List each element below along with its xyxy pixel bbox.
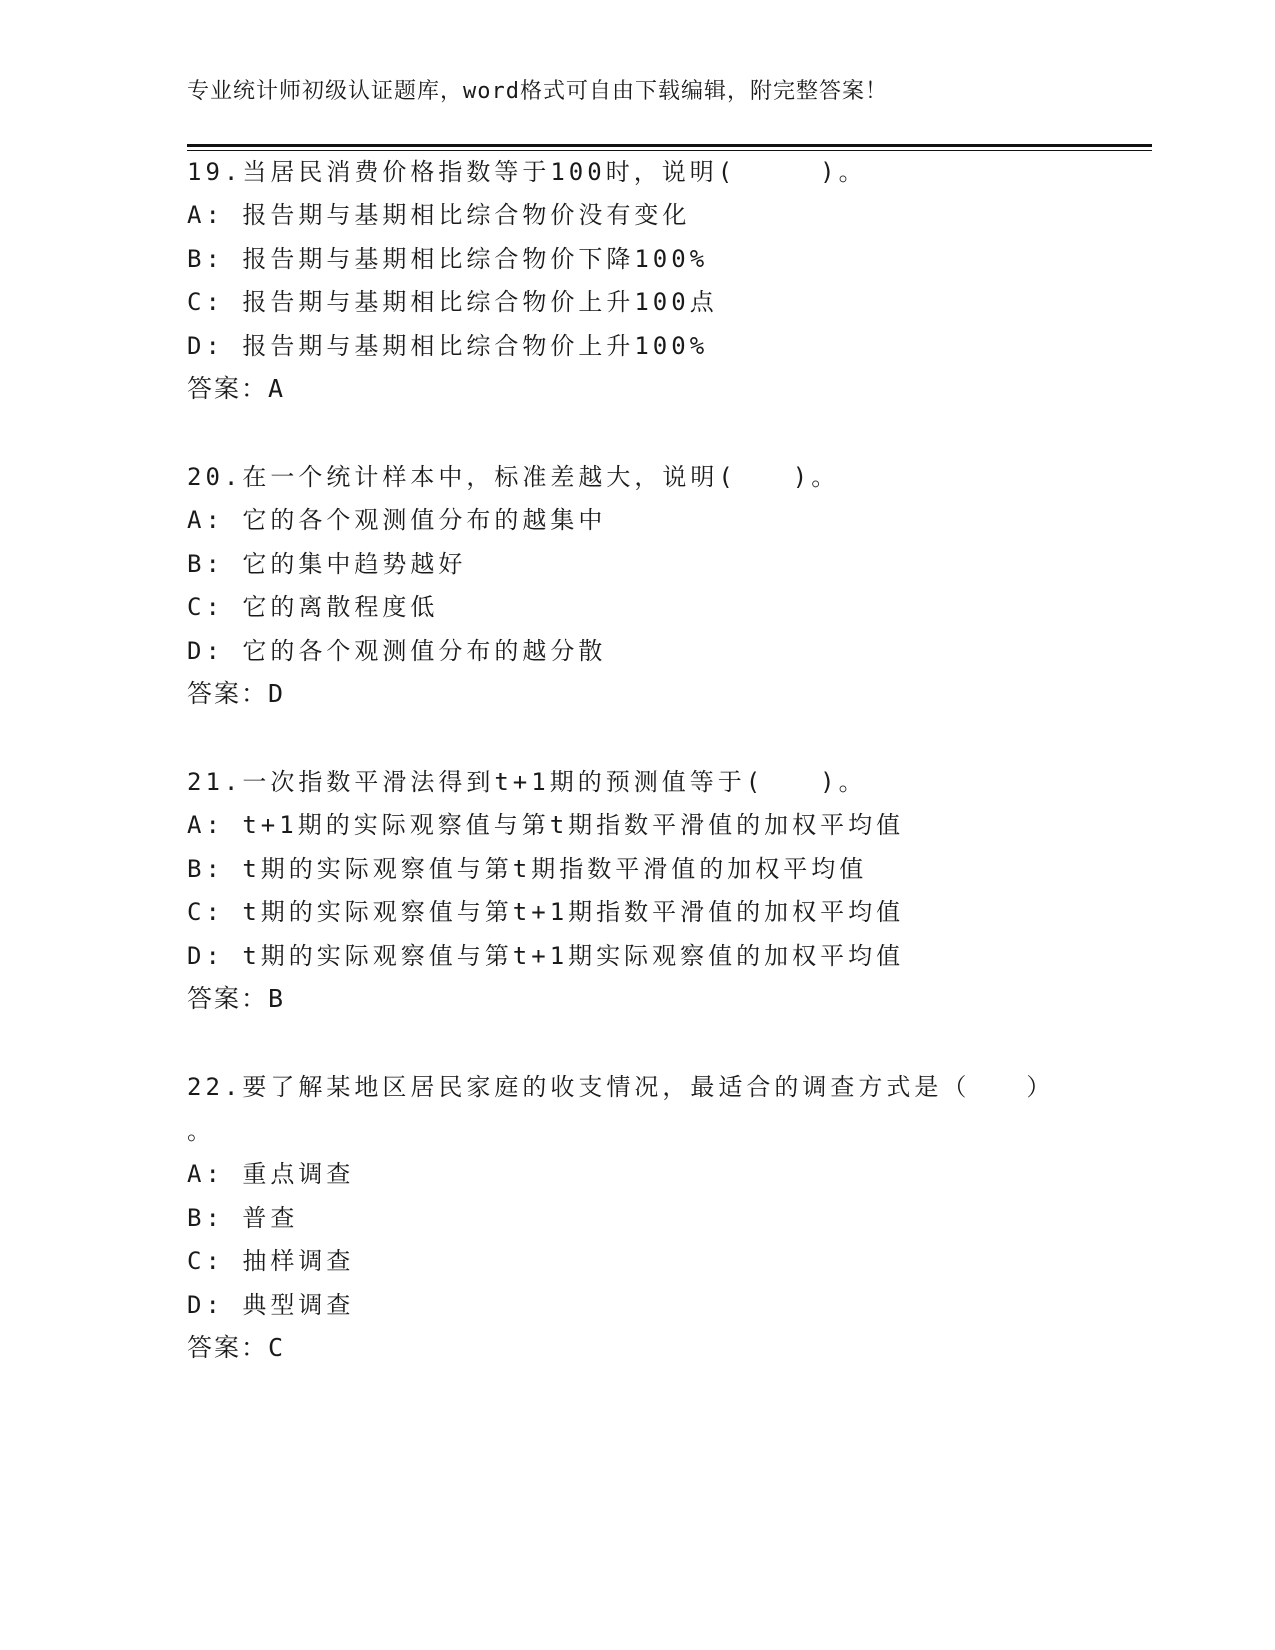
question-22-option-c: C: 抽样调查 [187,1247,355,1275]
question-20-option-c: C: 它的离散程度低 [187,593,439,621]
question-22-option-d: D: 典型调查 [187,1291,355,1319]
header-rule-thick [187,144,1152,147]
question-22-option-b: B: 普查 [187,1204,299,1232]
question-19-stem: 19.当居民消费价格指数等于100时，说明( )。 [187,158,867,186]
question-20-option-b: B: 它的集中趋势越好 [187,550,467,578]
question-19-option-d: D: 报告期与基期相比综合物价上升100% [187,332,709,360]
question-19-answer [187,374,285,404]
header-note: 专业统计师初级认证题库，word格式可自由下载编辑，附完整答案！ [187,79,888,104]
question-20-answer [187,679,285,709]
question-20-option-a: A: 它的各个观测值分布的越集中 [187,506,607,534]
question-19-option-c: C: 报告期与基期相比综合物价上升100点 [187,288,718,316]
question-22-answer [187,1333,285,1363]
answer-label: 答案： [187,679,269,708]
question-21-stem: 21.一次指数平滑法得到t+1期的预测值等于( )。 [187,768,867,796]
question-21-option-d: D: t期的实际观察值与第t+1期实际观察值的加权平均值 [187,942,905,970]
answer-label: 答案： [187,1333,269,1362]
question-20-option-d: D: 它的各个观测值分布的越分散 [187,637,607,665]
header-rule-thin [187,150,1152,151]
question-22-option-a: A: 重点调查 [187,1160,355,1188]
answer-value: C [268,1333,286,1362]
question-19-option-b: B: 报告期与基期相比综合物价下降100% [187,245,709,273]
answer-value: D [268,679,286,708]
question-21-option-c: C: t期的实际观察值与第t+1期指数平滑值的加权平均值 [187,898,905,926]
answer-value: A [268,374,286,403]
answer-value: B [268,984,286,1013]
question-19-option-a: A: 报告期与基期相比综合物价没有变化 [187,201,691,229]
question-21-option-b: B: t期的实际观察值与第t期指数平滑值的加权平均值 [187,855,868,883]
question-20-stem: 20.在一个统计样本中，标准差越大，说明( )。 [187,463,840,491]
question-21-answer [187,984,285,1014]
question-22-stem-continuation: 。 [187,1117,215,1145]
question-22-stem: 22.要了解某地区居民家庭的收支情况，最适合的调查方式是（ ） [187,1073,1055,1101]
answer-label: 答案： [187,984,269,1013]
answer-label: 答案： [187,374,269,403]
question-21-option-a: A: t+1期的实际观察值与第t期指数平滑值的加权平均值 [187,811,905,839]
